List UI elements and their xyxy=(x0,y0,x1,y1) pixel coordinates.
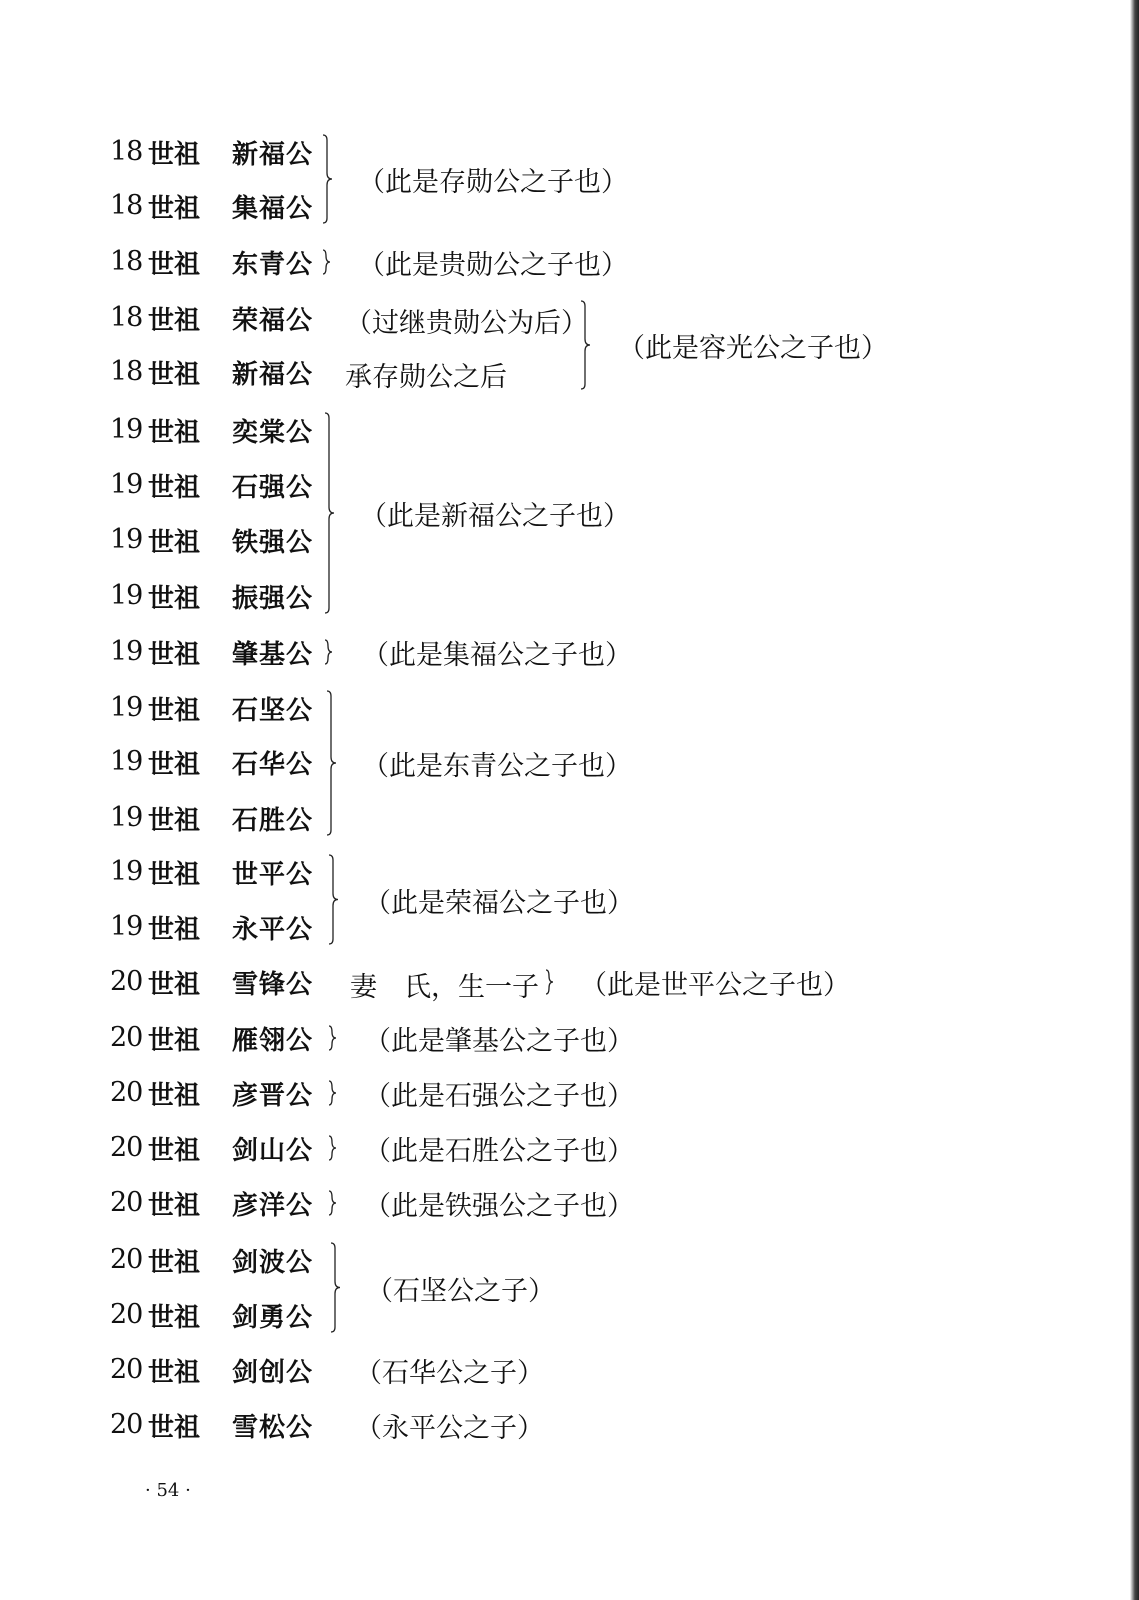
relation-note: （此是新福公之子也） xyxy=(360,501,630,532)
relation-note: （此是荣福公之子也） xyxy=(364,887,634,919)
generation-number: 20 xyxy=(110,1299,143,1330)
ancestor-title: 世祖 xyxy=(148,696,201,726)
ancestor-title: 世祖 xyxy=(148,194,201,224)
generation-number: 19 xyxy=(110,692,143,723)
ancestor-title: 世祖 xyxy=(148,1303,201,1333)
ancestor-title: 世祖 xyxy=(148,418,201,448)
genealogy-row xyxy=(0,352,1139,392)
relation-note: （此是容光公之子也） xyxy=(618,333,888,364)
genealogy-row xyxy=(0,298,1139,338)
grouping-brace xyxy=(580,300,592,394)
grouping-brace xyxy=(328,854,340,949)
generation-number: 19 xyxy=(110,856,143,887)
ancestor-title: 世祖 xyxy=(148,360,201,390)
ancestor-name: 铁强公 xyxy=(232,528,314,558)
ancestor-title: 世祖 xyxy=(148,915,201,945)
ancestor-name: 荣福公 xyxy=(232,306,314,336)
generation-number: 20 xyxy=(110,1022,143,1053)
ancestor-name: 剑勇公 xyxy=(232,1303,314,1333)
grouping-brace xyxy=(328,1075,340,1115)
grouping-brace xyxy=(328,1185,340,1225)
genealogy-row xyxy=(0,1350,1139,1390)
ancestor-name: 奕棠公 xyxy=(232,418,314,448)
grouping-brace xyxy=(324,412,336,618)
genealogy-row xyxy=(0,410,1139,450)
generation-number: 19 xyxy=(110,580,143,611)
ancestor-name: 振强公 xyxy=(232,584,314,614)
ancestor-title: 世祖 xyxy=(148,1248,201,1278)
ancestor-title: 世祖 xyxy=(148,1026,201,1056)
ancestor-note: 妻 氏，生一子 xyxy=(350,972,539,1003)
scan-edge xyxy=(1130,0,1139,1600)
ancestor-title: 世祖 xyxy=(148,970,201,1000)
generation-number: 19 xyxy=(110,524,143,555)
ancestor-name: 石胜公 xyxy=(232,806,314,836)
relation-note: （石华公之子） xyxy=(355,1358,544,1389)
page-number: · 54 · xyxy=(145,1480,191,1501)
generation-number: 19 xyxy=(110,911,143,942)
ancestor-title: 世祖 xyxy=(148,1413,201,1443)
generation-number: 20 xyxy=(110,1354,143,1385)
ancestor-title: 世祖 xyxy=(148,806,201,836)
ancestor-title: 世祖 xyxy=(148,584,201,614)
grouping-brace xyxy=(328,1020,340,1060)
grouping-brace xyxy=(324,634,336,674)
ancestor-note: （过继贵勋公为后） xyxy=(345,308,588,339)
ancestor-name: 肇基公 xyxy=(232,640,314,670)
relation-note: （此是集福公之子也） xyxy=(362,640,632,671)
ancestor-name: 新福公 xyxy=(232,360,314,390)
ancestor-title: 世祖 xyxy=(148,473,201,503)
ancestor-name: 石强公 xyxy=(232,473,314,503)
relation-note: （永平公之子） xyxy=(355,1413,544,1444)
ancestor-name: 雁翎公 xyxy=(232,1026,314,1056)
ancestor-note: 承存勋公之后 xyxy=(345,362,507,393)
genealogy-row xyxy=(0,1405,1139,1445)
generation-number: 20 xyxy=(110,1409,143,1440)
relation-note: （石坚公之子） xyxy=(366,1275,555,1307)
relation-note: （此是世平公之子也） xyxy=(580,970,850,1001)
relation-note: （此是存勋公之子也） xyxy=(358,167,628,198)
grouping-brace xyxy=(328,1130,340,1170)
relation-note: （此是贵勋公之子也） xyxy=(358,250,628,281)
generation-number: 20 xyxy=(110,1244,143,1275)
ancestor-name: 雪锋公 xyxy=(232,970,314,1000)
ancestor-name: 新福公 xyxy=(232,140,314,170)
ancestor-title: 世祖 xyxy=(148,750,201,780)
ancestor-name: 集福公 xyxy=(232,194,314,224)
ancestor-name: 剑波公 xyxy=(232,1248,314,1278)
generation-number: 18 xyxy=(110,190,143,221)
grouping-brace xyxy=(322,134,334,228)
ancestor-title: 世祖 xyxy=(148,1191,201,1221)
relation-note: （此是石胜公之子也） xyxy=(364,1136,634,1167)
generation-number: 19 xyxy=(110,746,143,777)
relation-note: （此是肇基公之子也） xyxy=(364,1026,634,1057)
generation-number: 18 xyxy=(110,356,143,387)
generation-number: 20 xyxy=(110,1187,143,1218)
generation-number: 20 xyxy=(110,1132,143,1163)
genealogy-row xyxy=(0,688,1139,728)
generation-number: 18 xyxy=(110,302,143,333)
ancestor-title: 世祖 xyxy=(148,640,201,670)
grouping-brace xyxy=(545,964,557,1004)
ancestor-name: 东青公 xyxy=(232,250,314,280)
generation-number: 20 xyxy=(110,966,143,997)
ancestor-title: 世祖 xyxy=(148,250,201,280)
ancestor-name: 世平公 xyxy=(232,860,314,890)
genealogy-row xyxy=(0,798,1139,838)
ancestor-title: 世祖 xyxy=(148,1136,201,1166)
genealogy-row xyxy=(0,1240,1139,1280)
generation-number: 19 xyxy=(110,636,143,667)
ancestor-title: 世祖 xyxy=(148,1358,201,1388)
ancestor-name: 剑创公 xyxy=(232,1358,314,1388)
ancestor-title: 世祖 xyxy=(148,306,201,336)
ancestor-title: 世祖 xyxy=(148,140,201,170)
ancestor-name: 彦晋公 xyxy=(232,1081,314,1111)
relation-note: （此是铁强公之子也） xyxy=(364,1191,634,1222)
generation-number: 19 xyxy=(110,802,143,833)
genealogy-row xyxy=(0,962,1139,1002)
relation-note: （此是东青公之子也） xyxy=(362,751,632,782)
ancestor-title: 世祖 xyxy=(148,1081,201,1111)
grouping-brace xyxy=(326,690,338,840)
ancestor-name: 石坚公 xyxy=(232,696,314,726)
ancestor-name: 石华公 xyxy=(232,750,314,780)
genealogy-row xyxy=(0,1295,1139,1335)
ancestor-name: 雪松公 xyxy=(232,1413,314,1443)
ancestor-name: 剑山公 xyxy=(232,1136,314,1166)
generation-number: 18 xyxy=(110,136,143,167)
grouping-brace xyxy=(322,244,334,284)
genealogy-row xyxy=(0,576,1139,616)
relation-note: （此是石强公之子也） xyxy=(364,1081,634,1112)
generation-number: 20 xyxy=(110,1077,143,1108)
grouping-brace xyxy=(330,1242,342,1337)
ancestor-name: 永平公 xyxy=(232,915,314,945)
generation-number: 19 xyxy=(110,414,143,445)
ancestor-title: 世祖 xyxy=(148,860,201,890)
generation-number: 19 xyxy=(110,469,143,500)
generation-number: 18 xyxy=(110,246,143,277)
ancestor-name: 彦洋公 xyxy=(232,1191,314,1221)
ancestor-title: 世祖 xyxy=(148,528,201,558)
